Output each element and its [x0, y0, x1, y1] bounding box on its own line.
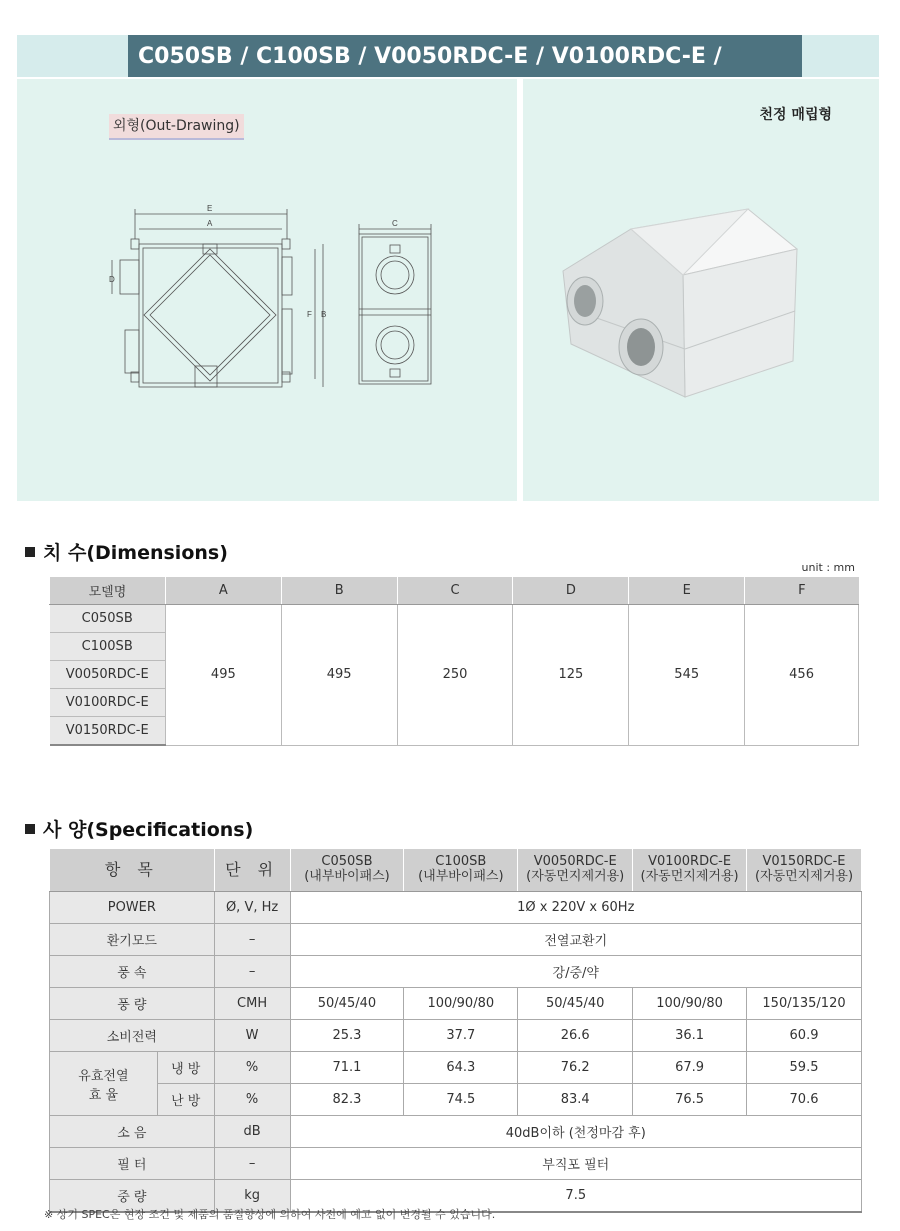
row-label: 필 터 [50, 1148, 215, 1180]
dim-label-a: A [207, 219, 213, 228]
model-name: V0100RDC-E [648, 854, 732, 870]
value-cell: 25.3 [290, 1020, 404, 1052]
value-cell: 100/90/80 [404, 988, 518, 1020]
row-label: POWER [50, 892, 215, 924]
header-cell: E [629, 577, 745, 605]
drawing-panel [17, 79, 517, 501]
row-label: 풍 속 [50, 956, 215, 988]
model-header [404, 849, 518, 892]
value-cell: 150/135/120 [747, 988, 862, 1020]
value-cell: 76.5 [633, 1084, 747, 1116]
table-row [50, 1084, 862, 1116]
dim-label-c: C [392, 219, 398, 228]
model-cell: C050SB [50, 605, 166, 633]
row-unit: W [214, 1020, 290, 1052]
header-cell: D [513, 577, 629, 605]
value-cell-b: 495 [281, 605, 397, 746]
model-sub: (자동먼지제거용) [640, 869, 739, 884]
row-value: 1Ø x 220V x 60Hz [290, 892, 861, 924]
model-cell: V0150RDC-E [50, 717, 166, 746]
model-list-title: C050SB / C100SB / V0050RDC-E / V0100RDC-E / [128, 35, 802, 77]
row-label: 환기모드 [50, 924, 215, 956]
value-cell: 26.6 [518, 1020, 633, 1052]
row-label: 난 방 [157, 1084, 214, 1116]
photo-panel [523, 79, 879, 501]
bullet-square-icon [25, 824, 35, 834]
table-row [50, 1148, 862, 1180]
row-label: 중 량 [50, 1180, 215, 1213]
header-cell: 모델명 [50, 577, 166, 605]
row-unit: % [214, 1084, 290, 1116]
value-cell: 67.9 [633, 1052, 747, 1084]
value-cell-f: 456 [745, 605, 859, 746]
row-unit: % [214, 1052, 290, 1084]
table-row [50, 892, 862, 924]
table-row [50, 605, 859, 633]
row-label: 소 음 [50, 1116, 215, 1148]
row-value: 강/중/약 [290, 956, 861, 988]
specifications-title-text: 사 양(Specifications) [43, 819, 254, 841]
value-cell: 59.5 [747, 1052, 862, 1084]
specifications-table [49, 848, 862, 1213]
row-unit: – [214, 1148, 290, 1180]
out-drawing-label: 외형(Out-Drawing) [109, 114, 244, 140]
row-value: 7.5 [290, 1180, 861, 1213]
row-unit: – [214, 924, 290, 956]
row-unit: – [214, 956, 290, 988]
bullet-square-icon [25, 547, 35, 557]
product-illustration [523, 79, 879, 501]
model-name: V0150RDC-E [762, 854, 846, 870]
table-row [50, 924, 862, 956]
value-cell: 100/90/80 [633, 988, 747, 1020]
model-name: C050SB [321, 854, 373, 870]
value-cell: 76.2 [518, 1052, 633, 1084]
model-cell: C100SB [50, 633, 166, 661]
model-header [518, 849, 633, 892]
title-banner [17, 35, 879, 77]
row-unit: Ø, V, Hz [214, 892, 290, 924]
value-cell: 83.4 [518, 1084, 633, 1116]
efficiency-label-top: 유효전열 [78, 1068, 129, 1084]
model-header [747, 849, 862, 892]
unit-label: unit : mm [801, 561, 855, 574]
row-label: 소비전력 [50, 1020, 215, 1052]
value-cell: 74.5 [404, 1084, 518, 1116]
model-sub: (내부바이패스) [418, 869, 504, 884]
efficiency-label [50, 1052, 158, 1116]
value-cell-d: 125 [513, 605, 629, 746]
out-drawing-diagram [17, 79, 517, 501]
header-cell: A [165, 577, 281, 605]
row-unit: CMH [214, 988, 290, 1020]
model-name: V0050RDC-E [533, 854, 617, 870]
value-cell: 37.7 [404, 1020, 518, 1052]
specifications-section-title [25, 815, 253, 842]
model-name: C100SB [435, 854, 487, 870]
value-cell: 71.1 [290, 1052, 404, 1084]
table-header-row [50, 849, 862, 892]
value-cell: 50/45/40 [518, 988, 633, 1020]
table-header-row [50, 577, 859, 605]
header-cell: F [745, 577, 859, 605]
value-cell: 50/45/40 [290, 988, 404, 1020]
table-row [50, 1052, 862, 1084]
value-cell-c: 250 [397, 605, 513, 746]
dimensions-section-title [25, 538, 228, 565]
value-cell: 36.1 [633, 1020, 747, 1052]
model-cell: V0050RDC-E [50, 661, 166, 689]
dim-label-e: E [207, 204, 213, 213]
item-header: 항 목 [50, 849, 215, 892]
value-cell-e: 545 [629, 605, 745, 746]
value-cell: 64.3 [404, 1052, 518, 1084]
table-row [50, 1116, 862, 1148]
model-header [290, 849, 404, 892]
model-header [633, 849, 747, 892]
model-cell: V0100RDC-E [50, 689, 166, 717]
model-sub: (자동먼지제거용) [526, 869, 625, 884]
footnote: ※ 상기 SPEC은 현장 조건 및 제품의 품질향상에 의하여 사전에 예고 없이 변경될 수 있습니다. [44, 1208, 496, 1221]
unit-header: 단 위 [214, 849, 290, 892]
table-row [50, 988, 862, 1020]
value-cell-a: 495 [165, 605, 281, 746]
row-label: 냉 방 [157, 1052, 214, 1084]
efficiency-label-bottom: 효 율 [88, 1087, 118, 1103]
row-value: 부직포 필터 [290, 1148, 861, 1180]
model-sub: (자동먼지제거용) [754, 869, 854, 884]
row-value: 40dB이하 (천정마감 후) [290, 1116, 861, 1148]
header-cell: B [281, 577, 397, 605]
table-row [50, 1020, 862, 1052]
row-value: 전열교환기 [290, 924, 861, 956]
install-type-caption: 천정 매립형 [759, 107, 832, 123]
value-cell: 82.3 [290, 1084, 404, 1116]
value-cell: 70.6 [747, 1084, 862, 1116]
row-unit: kg [214, 1180, 290, 1213]
dim-label-f: F [307, 310, 312, 319]
dimensions-table [49, 577, 859, 746]
row-unit: dB [214, 1116, 290, 1148]
row-label: 풍 량 [50, 988, 215, 1020]
dim-label-b: B [321, 310, 327, 319]
model-sub: (내부바이패스) [304, 869, 390, 884]
value-cell: 60.9 [747, 1020, 862, 1052]
dimensions-title-text: 치 수(Dimensions) [43, 542, 228, 564]
dim-label-d: D [109, 275, 115, 284]
header-cell: C [397, 577, 513, 605]
table-row [50, 956, 862, 988]
